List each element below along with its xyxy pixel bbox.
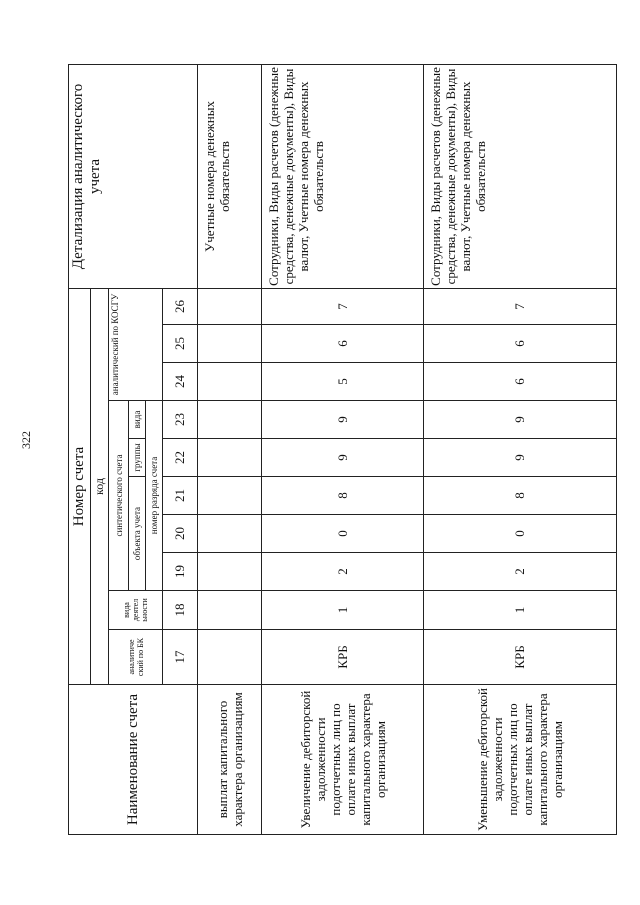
- row-1-val-26: [198, 288, 262, 324]
- rotated-table-container: [68, 65, 616, 835]
- table-row: [262, 64, 424, 834]
- row-3-val-23: 9: [424, 401, 617, 439]
- digit-19: 19: [163, 553, 198, 591]
- row-2-val-24: 5: [262, 363, 424, 401]
- row-2-val-22: 9: [262, 439, 424, 477]
- header-digit-number: номер разряда счета: [146, 401, 163, 591]
- row-1-val-18: [198, 591, 262, 630]
- header-analytic-kosgu: аналитический по КОСГУ: [109, 288, 163, 400]
- header-synthetic: синтетического счета: [109, 401, 129, 591]
- row-2-val-20: 0: [262, 515, 424, 553]
- digit-21: 21: [163, 477, 198, 515]
- header-number-col: Номер счета: [69, 288, 91, 684]
- digit-24: 24: [163, 363, 198, 401]
- digit-18: 18: [163, 591, 198, 630]
- row-2-val-19: 2: [262, 553, 424, 591]
- header-kind: вида: [129, 401, 146, 439]
- row-1-val-25: [198, 325, 262, 363]
- digit-22: 22: [163, 439, 198, 477]
- row-1-detail: Учетные номера денежных обязательств: [198, 64, 262, 288]
- row-1-val-23: [198, 401, 262, 439]
- row-1-val-17: [198, 630, 262, 685]
- row-3-val-21: 8: [424, 477, 617, 515]
- digit-17: 17: [163, 630, 198, 685]
- row-3-val-20: 0: [424, 515, 617, 553]
- header-group: группы: [129, 439, 146, 477]
- row-2-val-21: 8: [262, 477, 424, 515]
- row-2-detail: Сотрудники, Виды расчетов (денежные средства, денежные документы), Виды валют, Учетные номера денежных обязательств: [262, 64, 424, 288]
- header-object: объекта учета: [129, 477, 146, 591]
- page-number: 322: [19, 431, 33, 449]
- table-row: [424, 64, 617, 834]
- accounts-table: [68, 64, 617, 835]
- row-2-val-18: 1: [262, 591, 424, 630]
- row-2-val-26: 7: [262, 288, 424, 324]
- header-detail-col: Детализация аналитического учета: [69, 64, 198, 288]
- row-2-val-17: КРБ: [262, 630, 424, 685]
- row-2-name: Увеличение дебиторской задолженности подотчетных лиц по оплате иных выплат капитального характера организациям: [262, 685, 424, 835]
- row-3-val-25: 6: [424, 325, 617, 363]
- header-name-col: Наименование счета: [69, 685, 198, 835]
- header-code: код: [91, 288, 109, 684]
- header-activity-type: вида деятел ьности: [109, 591, 163, 630]
- row-1-val-24: [198, 363, 262, 401]
- table-row: [198, 64, 262, 834]
- row-2-val-25: 6: [262, 325, 424, 363]
- row-1-name: выплат капитального характера организациям: [198, 685, 262, 835]
- digit-23: 23: [163, 401, 198, 439]
- row-3-name: Уменьшение дебиторской задолженности подотчетных лиц по оплате иных выплат капитального характера организациям: [424, 685, 617, 835]
- row-1-val-21: [198, 477, 262, 515]
- row-1-val-19: [198, 553, 262, 591]
- digit-25: 25: [163, 325, 198, 363]
- row-3-val-18: 1: [424, 591, 617, 630]
- row-1-val-20: [198, 515, 262, 553]
- row-3-detail: Сотрудники, Виды расчетов (денежные средства, денежные документы), Виды валют, Учетные номера денежных обязательств: [424, 64, 617, 288]
- digit-26: 26: [163, 288, 198, 324]
- row-3-val-19: 2: [424, 553, 617, 591]
- row-3-val-22: 9: [424, 439, 617, 477]
- row-3-val-24: 6: [424, 363, 617, 401]
- digit-20: 20: [163, 515, 198, 553]
- row-1-val-22: [198, 439, 262, 477]
- row-2-val-23: 9: [262, 401, 424, 439]
- header-analytic-bk: аналитиче ский по БК: [109, 630, 163, 685]
- row-3-val-26: 7: [424, 288, 617, 324]
- row-3-val-17: КРБ: [424, 630, 617, 685]
